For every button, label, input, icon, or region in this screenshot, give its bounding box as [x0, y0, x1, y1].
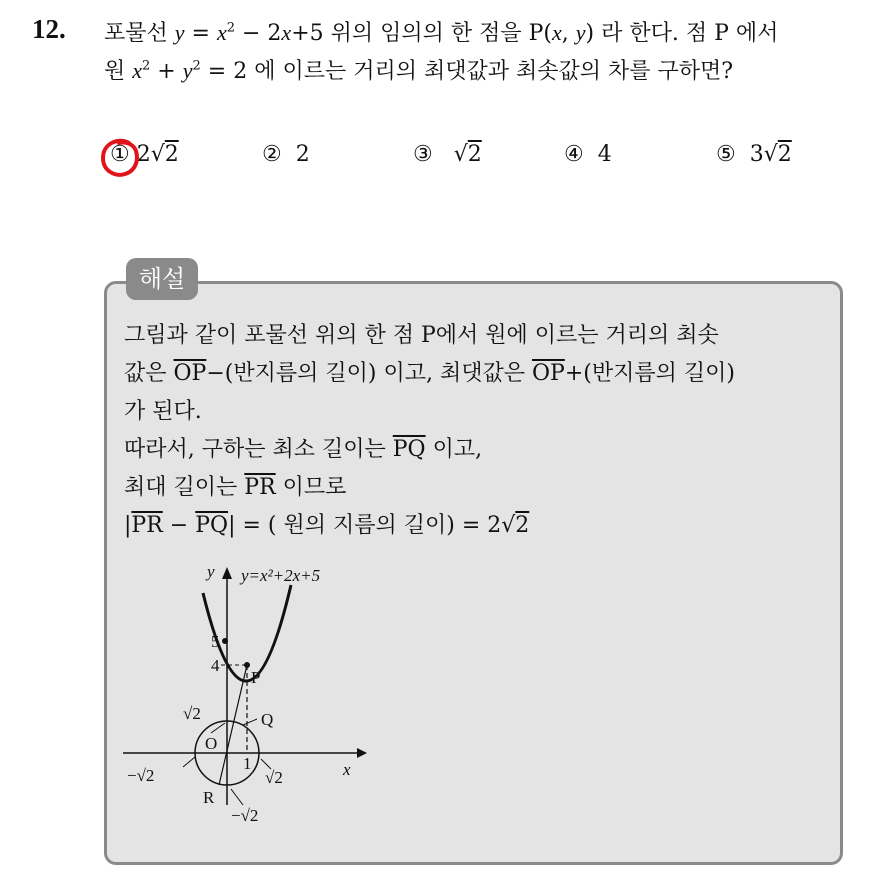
segment-pq: $\overline{PQ}$: [195, 513, 229, 538]
choice-2-value: 2: [295, 142, 310, 167]
exp-l6-c: −: [169, 513, 189, 538]
segment-op: $\overline{OP}$: [173, 361, 207, 386]
question-line-2: [104, 54, 733, 85]
neg-sqrt2-pointer: [183, 757, 195, 767]
exp-l2-c: −(반지름의 길이) 이고, 최댓값은: [206, 361, 525, 386]
choice-1-value: 2: [136, 142, 151, 167]
label-5: 5: [211, 632, 220, 651]
explanation-line-6: [124, 508, 529, 539]
explanation-line-1: 그림과 같이 포물선 위의 한 점 P에서 원에 이르는 거리의 최솟: [124, 323, 719, 348]
choice-2[interactable]: [262, 142, 310, 167]
exp-l2-a: 값은: [124, 361, 167, 386]
label-1: 1: [243, 754, 252, 773]
segment-pr: $\overline{PR}$: [131, 513, 163, 538]
explanation-line-4: [124, 432, 482, 463]
choice-5-value: 3: [749, 142, 764, 167]
exp-l4-c: 이고,: [432, 437, 483, 462]
choice-3-number: ③: [413, 142, 433, 167]
choice-5[interactable]: [716, 142, 792, 167]
parabola-circle-graph: [115, 555, 375, 835]
explanation-line-3: 가 된다.: [124, 399, 202, 424]
label-neg-sqrt2-y: −√2: [231, 806, 259, 825]
label-r: R: [203, 788, 215, 807]
choice-4[interactable]: [564, 142, 612, 167]
label-p: P: [251, 668, 261, 687]
q2-text-a: 원: [104, 59, 126, 84]
exp-l2-e: +(반지름의 길이): [564, 361, 735, 386]
segment-op: $\overline{OP}$: [531, 361, 565, 386]
sqrt2-symbol: √2: [501, 513, 530, 538]
label-sqrt2-y: √2: [183, 704, 201, 723]
choice-3[interactable]: [413, 142, 482, 167]
q1-text-d: 라 한다. 점 P 에서: [601, 21, 779, 46]
q1-text-c: ): [585, 21, 595, 46]
exp-l4-a: 따라서, 구하는 최소 길이는: [124, 437, 386, 462]
curve-label: y=x²+2x+5: [241, 566, 321, 585]
label-q: Q: [261, 710, 274, 729]
x-axis-label: x: [343, 760, 351, 779]
explanation-line-2: [124, 356, 735, 387]
sqrt2-symbol: √2: [453, 142, 482, 167]
choice-5-number: ⑤: [716, 142, 736, 167]
y-axis-arrow-icon: [222, 567, 232, 579]
q1-coords: x, y: [552, 20, 586, 46]
label-sqrt2-x: √2: [265, 768, 283, 787]
label-4: 4: [211, 656, 220, 675]
q1-text-b: 위의 임의의 한 점을 P(: [330, 21, 552, 46]
q2-equation: $x^2 + y^2 = 2$: [132, 58, 248, 84]
question-line-1: [104, 16, 778, 47]
segment-pq: $\overline{PQ}$: [392, 437, 426, 462]
choice-1-number: ①: [110, 142, 130, 167]
segment-pr: $\overline{PR}$: [244, 475, 276, 500]
exp-l5-c: 이므로: [282, 475, 347, 500]
q1-equation: $y = x^2 - 2x+5$: [174, 20, 324, 46]
point-y5: [222, 638, 228, 644]
choice-1[interactable]: [110, 142, 179, 167]
q2-text-b: 에 이르는 거리의 최댓값과 최솟값의 차를 구하면?: [254, 59, 733, 84]
question-number: 12.: [32, 14, 66, 44]
exp-l6-e: | = ( 원의 지름의 길이) = 2: [228, 513, 502, 538]
q-pointer: [243, 719, 257, 725]
explanation-line-5: [124, 470, 346, 501]
exp-l6-a: |: [124, 513, 132, 538]
x-axis-arrow-icon: [357, 748, 367, 758]
neg-sqrt2-y-pointer: [231, 789, 243, 805]
explanation-tag: 해설: [126, 258, 198, 300]
exp-l5-a: 최대 길이는: [124, 475, 238, 500]
answer-choices: [0, 142, 884, 182]
choice-4-number: ④: [564, 142, 584, 167]
sqrt2-symbol: √2: [763, 142, 792, 167]
label-o: O: [205, 734, 218, 753]
label-neg-sqrt2-x: −√2: [127, 766, 155, 785]
sqrt2-symbol: √2: [150, 142, 179, 167]
choice-4-value: 4: [597, 142, 612, 167]
q1-text-a: 포물선: [104, 21, 168, 46]
y-axis-label: y: [207, 562, 215, 581]
choice-2-number: ②: [262, 142, 282, 167]
